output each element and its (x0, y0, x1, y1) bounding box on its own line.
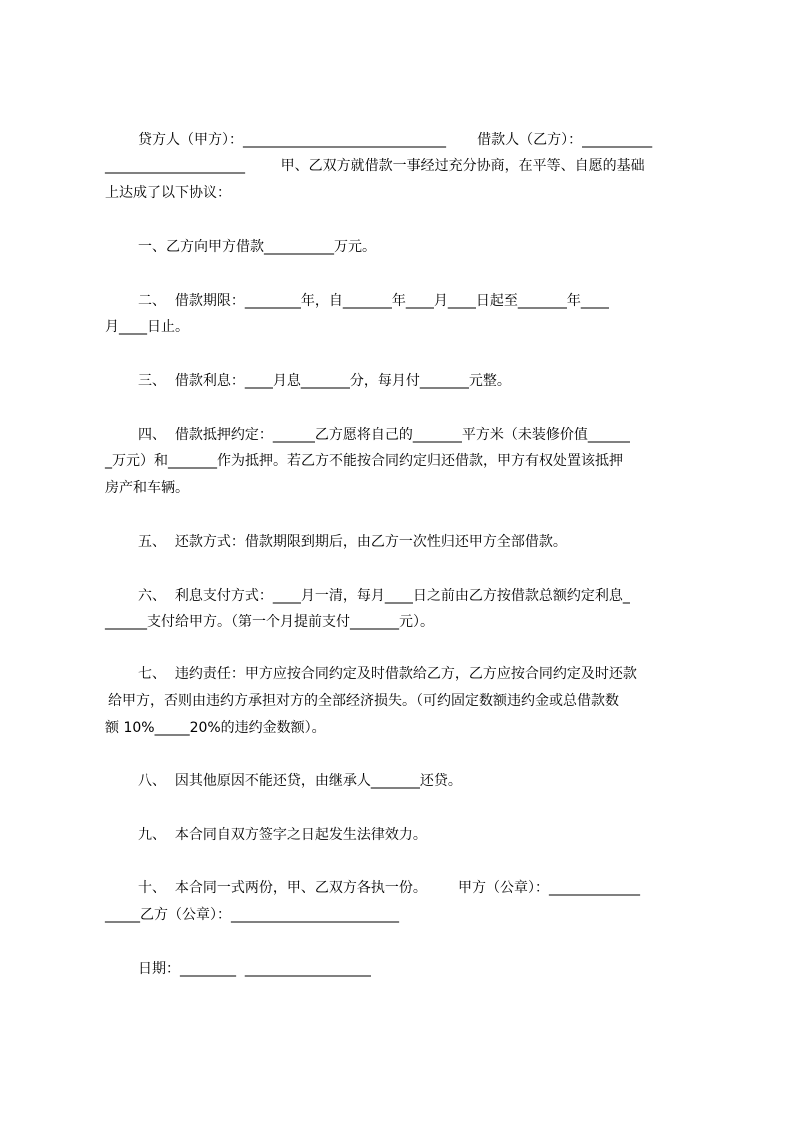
intro-line-2: ____________________ 甲、乙双方就借款一事经过充分协商，在平等、自愿的基础 (105, 158, 645, 174)
date-line: 日期：________ __________________ (138, 961, 371, 977)
clause-4-line-2: _万元）和_______作为抵押。若乙方不能按合同约定归还借款，甲方有权处置该抵押 (105, 453, 623, 469)
clause-2-line-2: 月____日止。 (105, 319, 189, 335)
intro-line-3: 上达成了以下协议： (105, 185, 231, 201)
clause-6-line-1: 六、 利息支付方式：____月一清，每月____日之前由乙方按借款总额约定利息_ (138, 588, 630, 604)
clause-6-line-2: ______支付给甲方。（第一个月提前支付_______元）。 (105, 614, 434, 630)
clause-8-line-1: 八、 因其他原因不能还贷，由继承人_______还贷。 (138, 773, 462, 789)
clause-7-line-1: 七、 违约责任：甲方应按合同约定及时借款给乙方，乙方应按合同约定及时还款 (138, 666, 637, 682)
intro-line-1: 贷方人（甲方）：_____________________________ 借款人（乙方）：__________ (138, 132, 653, 148)
clause-7-line-3: 额 10%_____20%的违约金数额）。 (105, 720, 326, 736)
clause-10-line-2: _____乙方（公章）：________________________ (105, 907, 399, 923)
clause-7-line-2: 给甲方，否则由违约方承担对方的全部经济损失。（可约固定数额违约金或总借款数 (108, 693, 619, 709)
clause-9-line-1: 九、 本合同自双方签字之日起发生法律效力。 (138, 827, 427, 843)
clause-3-line-1: 三、 借款利息：____月息_______分，每月付_______元整。 (138, 373, 511, 389)
clause-1-line-1: 一、乙方向甲方借款__________万元。 (138, 239, 376, 255)
clause-4-line-3: 房产和车辆。 (105, 480, 189, 496)
clause-5-line-1: 五、 还款方式：借款期限到期后，由乙方一次性归还甲方全部借款。 (138, 534, 567, 550)
clause-10-line-1: 十、 本合同一式两份，甲、乙双方各执一份。 甲方（公章）：_____________ (138, 880, 641, 896)
clause-4-line-1: 四、 借款抵押约定：______乙方愿将自己的_______平方米（未装修价值______ (138, 427, 630, 443)
clause-2-line-1: 二、 借款期限：________年，自_______年____月____日起至_______年____ (138, 293, 609, 309)
